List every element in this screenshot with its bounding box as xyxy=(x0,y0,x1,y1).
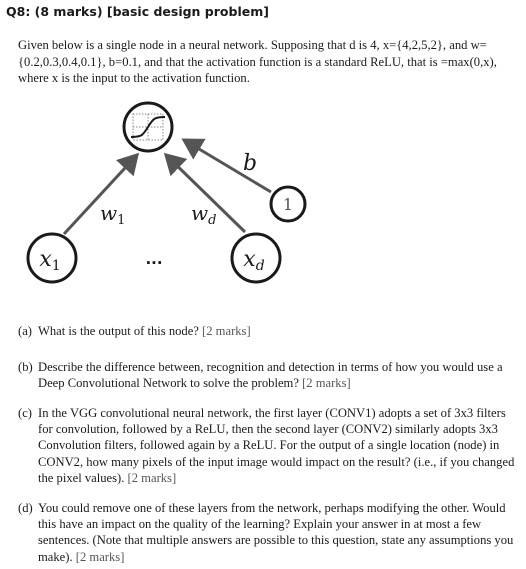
activation-node xyxy=(124,103,172,151)
wd-label: w xyxy=(191,201,209,225)
xd-label: x xyxy=(243,247,256,272)
x1-label: x xyxy=(39,247,52,272)
part-b-text: Describe the difference between, recognition and detection in terms of how you would use a Deep Convolutional Network to solve the problem? xyxy=(38,360,503,391)
question-title: Q8: (8 marks) [basic design problem] xyxy=(6,4,269,19)
bias-node-label: 1 xyxy=(282,195,294,214)
wd-subscript: d xyxy=(208,213,217,228)
part-a-text: What is the output of this node? xyxy=(38,324,199,339)
part-b xyxy=(18,359,520,391)
question-intro: Given below is a single node in a neural network. Supposing that d is 4, x={4,2,5,2}, and w={0.2,0.3,0.4,0.1}, b=0.1, and that the activation function is a standard ReLU, that is =max(0,x), where x is the input to the activation function. xyxy=(18,38,497,85)
part-a xyxy=(18,323,520,339)
inputs-ellipsis: ··· xyxy=(145,254,163,272)
svg-text:w1 xyxy=(100,201,125,228)
w1-subscript: 1 xyxy=(117,213,126,228)
part-c-label: (c) xyxy=(18,406,32,420)
part-b-marks: [2 marks] xyxy=(302,376,351,391)
part-d-marks: [2 marks] xyxy=(75,549,125,564)
part-d xyxy=(18,500,520,565)
part-c-marks: [2 marks] xyxy=(127,470,177,485)
xd-subscript: d xyxy=(255,258,265,274)
svg-text:wd xyxy=(191,201,216,228)
part-a-label: (a) xyxy=(18,324,32,338)
x1-subscript: 1 xyxy=(51,258,61,274)
b-label: b xyxy=(243,151,258,176)
part-c-text: In the VGG convolutional neural network, the first layer (CONV1) adopts a set of 3x3 filters for convolution, followed by a ReLU, then the second layer (CONV2) similarly adopts 3x3 Convolution filters, followed again by a ReLU. For the output of a single location (node) in CONV2, how many pixels of the input image would impact on the result? (i.e., if you changed the pixel values). xyxy=(38,406,515,485)
input-node-x1 xyxy=(28,234,76,282)
input-node-xd xyxy=(232,234,280,282)
part-a-marks: [2 marks] xyxy=(202,324,251,339)
part-d-text: You could remove one of these layers from the network, perhaps modifying the other. Would this have an impact on the quality of the learning? Explain your answer in at most a few sentences. (Note that multiple answers are possible to this question, state any assumptions you make). xyxy=(38,501,514,564)
part-c xyxy=(18,405,520,486)
bias-node xyxy=(271,187,305,221)
part-d-label: (d) xyxy=(18,501,33,515)
w1-label: w xyxy=(100,201,118,225)
part-b-label: (b) xyxy=(18,360,33,374)
